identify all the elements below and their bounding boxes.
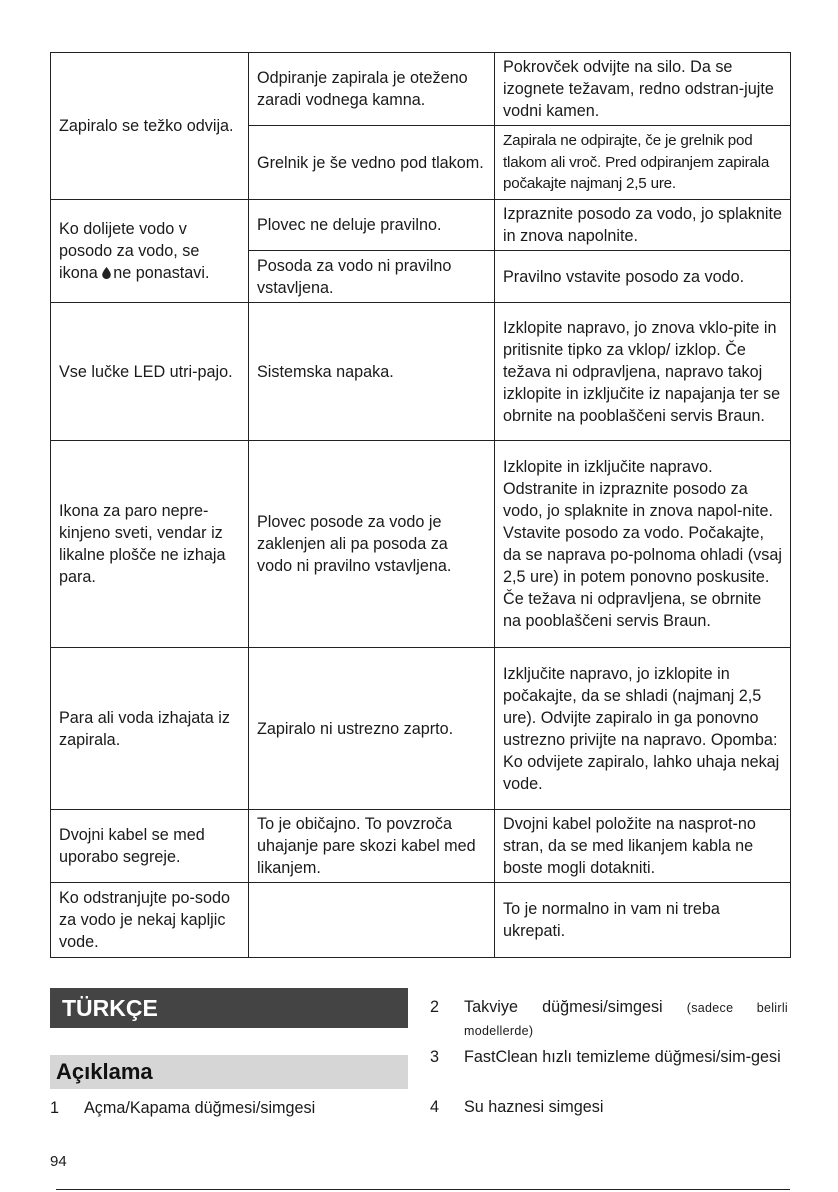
remedy-cell: Izklopite napravo, jo znova vklo-pite in pritisnite tipko za vklop/ izklop. Če težava ni odpravljena, napravo takoj izklopite in izključite iz napajanja ter se obrnite na pooblaščeni servis Braun. [495, 303, 791, 441]
troubleshooting-table [50, 52, 791, 958]
list-item: 1 Açma/Kapama düğmesi/simgesi [50, 1099, 316, 1117]
language-heading: TÜRKÇE [50, 988, 408, 1028]
table-row [51, 200, 791, 251]
footer-divider [56, 1189, 790, 1190]
problem-cell: Para ali voda izhajata iz zapirala. [51, 648, 249, 810]
problem-cell: Ikona za paro nepre-kinjeno sveti, vendar iz likalne plošče ne izhaja para. [51, 441, 249, 648]
table-row [51, 810, 791, 883]
list-item: 2 Takviye düğmesi/simgesi (sadece belirli modellerde) [430, 998, 788, 1038]
cause-cell: To je običajno. To povzroča uhajanje pare skozi kabel med likanjem. [249, 810, 495, 883]
cause-cell: Grelnik je še vedno pod tlakom. [249, 126, 495, 200]
table-row [51, 648, 791, 810]
list-item: 4 Su haznesi simgesi [430, 1098, 604, 1116]
remedy-cell: Izklopite in izključite napravo. Odstranite in izpraznite posodo za vodo, jo splaknite in znova napol-nite. Vstavite posodo za vodo. Počakajte, da se naprava po-polnoma ohladi (vsaj 2,5 ure) in potem ponovno poskusite. Če težava ni odpravljena, se obrnite na pooblaščeni servis Braun. [495, 441, 791, 648]
remedy-cell: Izpraznite posodo za vodo, jo splaknite in znova napolnite. [495, 200, 791, 251]
remedy-cell: To je normalno in vam ni treba ukrepati. [495, 883, 791, 958]
remedy-cell: Pravilno vstavite posodo za vodo. [495, 251, 791, 303]
table-row [51, 883, 791, 958]
table-row [51, 441, 791, 648]
remedy-cell: Zapirala ne odpirajte, če je grelnik pod tlakom ali vroč. Pred odpiranjem zapirala počakajte najmanj 2,5 ure. [495, 126, 791, 200]
remedy-cell: Izključite napravo, jo izklopite in počakajte, da se shladi (najmanj 2,5 ure). Odvijte zapiralo in ga ponovno ustrezno privijte na napravo. Opomba: Ko odvijete zapiralo, lahko uhaja nekaj vode. [495, 648, 791, 810]
water-drop-icon [102, 267, 111, 279]
section-heading: Açıklama [50, 1055, 408, 1089]
remedy-cell: Pokrovček odvijte na silo. Da se izognete težavam, redno odstran-jujte vodni kamen. [495, 53, 791, 126]
list-item: 3 FastClean hızlı temizleme düğmesi/sim-gesi [430, 1048, 781, 1066]
problem-cell: Vse lučke LED utri-pajo. [51, 303, 249, 441]
problem-cell: Zapiralo se težko odvija. [51, 53, 249, 200]
cause-cell: Plovec ne deluje pravilno. [249, 200, 495, 251]
table-row [51, 303, 791, 441]
problem-cell: Dvojni kabel se med uporabo segreje. [51, 810, 249, 883]
cause-cell: Plovec posode za vodo je zaklenjen ali pa posoda za vodo ni pravilno vstavljena. [249, 441, 495, 648]
cause-cell: Odpiranje zapirala je oteženo zaradi vodnega kamna. [249, 53, 495, 126]
cause-cell: Sistemska napaka. [249, 303, 495, 441]
page-number: 94 [50, 1153, 67, 1170]
remedy-cell: Dvojni kabel položite na nasprot-no stran, da se med likanjem kabla ne boste mogli dotakniti. [495, 810, 791, 883]
cause-cell [249, 883, 495, 958]
table-row [51, 53, 791, 126]
problem-cell: Ko odstranjujte po-sodo za vodo je nekaj kapljic vode. [51, 883, 249, 958]
cause-cell: Zapiralo ni ustrezno zaprto. [249, 648, 495, 810]
problem-cell: Ko dolijete vodo v posodo za vodo, se ikona ne ponastavi. [51, 200, 249, 303]
cause-cell: Posoda za vodo ni pravilno vstavljena. [249, 251, 495, 303]
